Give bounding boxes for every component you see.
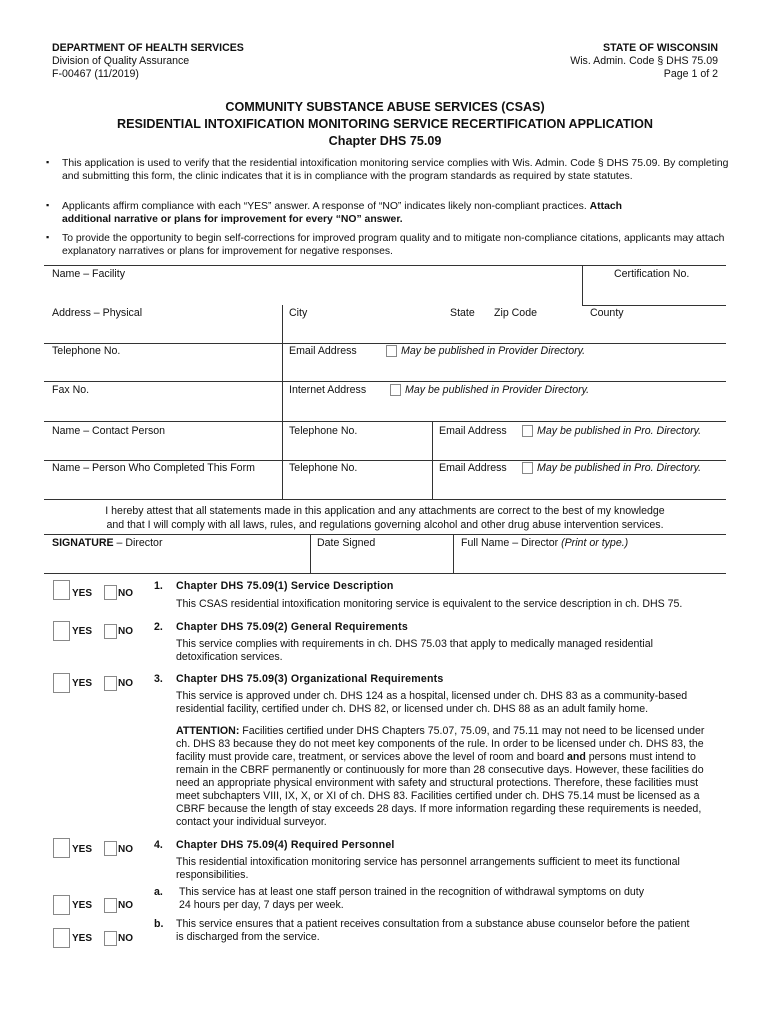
no-checkbox[interactable] xyxy=(104,898,117,913)
no-checkbox[interactable] xyxy=(104,624,117,639)
publish-email-checkbox[interactable] xyxy=(386,345,397,357)
bullet-icon: ▪ xyxy=(46,200,50,210)
subquestion-letter: b. xyxy=(154,918,164,930)
department-name: DEPARTMENT OF HEALTH SERVICES xyxy=(52,42,244,54)
form-divider xyxy=(44,381,726,382)
yes-checkbox[interactable] xyxy=(53,928,70,948)
form-divider xyxy=(44,460,726,461)
county-field[interactable]: County xyxy=(590,307,624,319)
no-label: NO xyxy=(118,588,133,599)
publish-completer-label: May be published in Pro. Directory. xyxy=(537,462,702,474)
page-number: Page 1 of 2 xyxy=(663,68,718,80)
title-line-1: COMMUNITY SUBSTANCE ABUSE SERVICES (CSAS) xyxy=(225,100,545,114)
question-number: 3. xyxy=(154,673,163,685)
question-text: This residential intoxification monitoring service has personnel arrangements sufficient to meet its functional responsibilities. xyxy=(176,856,680,881)
no-label: NO xyxy=(118,678,133,689)
no-checkbox[interactable] xyxy=(104,676,117,691)
form-divider xyxy=(44,534,726,535)
yes-checkbox[interactable] xyxy=(53,895,70,915)
internet-address-field[interactable]: Internet Address xyxy=(289,384,367,396)
subquestion-text: This service ensures that a patient receives consultation from a substance abuse counselor before the patient is discharged from the service. xyxy=(176,918,690,943)
form-divider xyxy=(582,265,583,305)
question-title: Chapter DHS 75.09(2) General Requirements xyxy=(176,621,408,633)
admin-code: Wis. Admin. Code § DHS 75.09 xyxy=(570,55,718,67)
contact-person-field[interactable]: Name – Contact Person xyxy=(52,425,166,437)
header-left xyxy=(52,42,244,81)
question-title: Chapter DHS 75.09(4) Required Personnel xyxy=(176,839,395,851)
publish-email-label: May be published in Provider Directory. xyxy=(401,345,586,357)
state-field[interactable]: State xyxy=(450,307,475,319)
yes-checkbox[interactable] xyxy=(53,580,70,600)
yes-label: YES xyxy=(72,588,93,599)
publish-contact-label: May be published in Pro. Directory. xyxy=(537,425,702,437)
address-field[interactable]: Address – Physical xyxy=(52,307,143,319)
yes-label: YES xyxy=(72,933,93,944)
form-divider xyxy=(282,305,283,499)
publish-contact-checkbox[interactable] xyxy=(522,425,533,437)
no-label: NO xyxy=(118,900,133,911)
contact-telephone-field[interactable]: Telephone No. xyxy=(289,425,358,437)
no-checkbox[interactable] xyxy=(104,585,117,600)
question-number: 1. xyxy=(154,580,163,592)
title-line-2: RESIDENTIAL INTOXIFICATION MONITORING SERVICE RECERTIFICATION APPLICATION xyxy=(117,117,653,131)
no-label: NO xyxy=(118,933,133,944)
fax-field[interactable]: Fax No. xyxy=(52,384,90,396)
yes-label: YES xyxy=(72,844,93,855)
yes-checkbox[interactable] xyxy=(53,621,70,641)
attestation-text: I hereby attest that all statements made in this application and any attachments are correct to the best of my knowledge and that I will comply with all laws, rules, and regulations governing alcohol and other drug abuse intervention services. xyxy=(105,505,665,531)
form-divider xyxy=(44,573,726,574)
question-title: Chapter DHS 75.09(3) Organizational Requirements xyxy=(176,673,444,685)
certification-number-field[interactable]: Certification No. xyxy=(614,268,690,280)
question-number: 4. xyxy=(154,839,163,851)
no-checkbox[interactable] xyxy=(104,841,117,856)
form-divider xyxy=(453,534,454,573)
division-name: Division of Quality Assurance xyxy=(52,55,190,67)
form-divider xyxy=(44,499,726,500)
yes-label: YES xyxy=(72,900,93,911)
title-line-3: Chapter DHS 75.09 xyxy=(328,134,442,148)
form-number: F-00467 (11/2019) xyxy=(52,68,139,80)
no-checkbox[interactable] xyxy=(104,931,117,946)
question-text: This CSAS residential intoxification monitoring service is equivalent to the service description in ch. DHS 75. xyxy=(176,598,683,610)
bullet-text-3: To provide the opportunity to begin self-corrections for improved program quality and to mitigate non-compliance citations, applicants may attach explanatory narratives or plans for improvement for negative responses. xyxy=(62,233,725,257)
publish-internet-label: May be published in Provider Directory. xyxy=(405,384,590,396)
question-title: Chapter DHS 75.09(1) Service Description xyxy=(176,580,394,592)
zip-field[interactable]: Zip Code xyxy=(494,307,537,319)
city-field[interactable]: City xyxy=(289,307,308,319)
form-divider xyxy=(44,265,726,266)
form-divider xyxy=(44,343,726,344)
yes-checkbox[interactable] xyxy=(53,673,70,693)
bullet-icon: ▪ xyxy=(46,157,50,167)
header-right xyxy=(570,42,718,81)
name-facility-field[interactable]: Name – Facility xyxy=(52,268,125,280)
yes-label: YES xyxy=(72,678,93,689)
date-signed-field[interactable]: Date Signed xyxy=(317,537,376,549)
form-divider xyxy=(44,421,726,422)
form-divider xyxy=(310,534,311,573)
no-label: NO xyxy=(118,626,133,637)
state-name: STATE OF WISCONSIN xyxy=(603,42,718,54)
full-name-director-field[interactable]: Full Name – Director (Print or type.) xyxy=(461,537,629,549)
form-divider xyxy=(582,305,726,306)
question-number: 2. xyxy=(154,621,163,633)
attention-paragraph: ATTENTION: Facilities certified under DHS Chapters 75.07, 75.09, and 75.11 may not need to be licensed under ch. DHS 83 because they do not meet key components of the rule. In order to be licensed under ch. DHS 83, the facility must provide care, treatment, or services above the level of room and board and persons must intend to remain in the CBRF permanently or continuously for more than 28 consecutive days. However, these facilities do need an appropriate physical environment with safety and structural protections. Therefore, these facilities must meet subchapters VIII, IX, X, or XI of ch. DHS 83. Facilities certified under ch. DHS 75.14 must be licensed as a CBRF because the length of stay exceeds 28 days. If more information regarding these requirements is needed, contact your individual surveyor. xyxy=(176,725,705,828)
bullet-icon: ▪ xyxy=(46,232,50,242)
publish-completer-checkbox[interactable] xyxy=(522,462,533,474)
bullet-text-2: Applicants affirm compliance with each “YES” answer. A response of “NO” indicates likely non-compliant practices. Attach additional narrative or plans for improvement for every “NO” answer. xyxy=(62,201,622,225)
email-field[interactable]: Email Address xyxy=(289,345,357,357)
yes-label: YES xyxy=(72,626,93,637)
completer-name-field[interactable]: Name – Person Who Completed This Form xyxy=(52,462,255,474)
no-label: NO xyxy=(118,844,133,855)
subquestion-text: This service has at least one staff person trained in the recognition of withdrawal symptoms on duty 24 hours per day, 7 days per week. xyxy=(179,886,644,911)
form-divider xyxy=(432,421,433,499)
question-text: This service is approved under ch. DHS 124 as a hospital, licensed under ch. DHS 83 as a community-based residential facility, certified under ch. DHS 82, or licensed under ch. DHS 88 as an adult family home. xyxy=(176,690,688,715)
yes-checkbox[interactable] xyxy=(53,838,70,858)
contact-email-field[interactable]: Email Address xyxy=(439,425,507,437)
signature-field[interactable]: SIGNATURE – Director xyxy=(52,537,163,549)
publish-internet-checkbox[interactable] xyxy=(390,384,401,396)
completer-email-field[interactable]: Email Address xyxy=(439,462,507,474)
question-text: This service complies with requirements in ch. DHS 75.03 that apply to medically managed residential detoxification services. xyxy=(176,638,653,663)
subquestion-letter: a. xyxy=(154,886,163,898)
completer-telephone-field[interactable]: Telephone No. xyxy=(289,462,358,474)
bullet-text-1: This application is used to verify that the residential intoxification monitoring service complies with Wis. Admin. Code § DHS 75.09. By completing and submitting this form, the clinic indicates that it is in compliance with the program standards as required by state statutes. xyxy=(62,158,729,182)
telephone-field[interactable]: Telephone No. xyxy=(52,345,121,357)
